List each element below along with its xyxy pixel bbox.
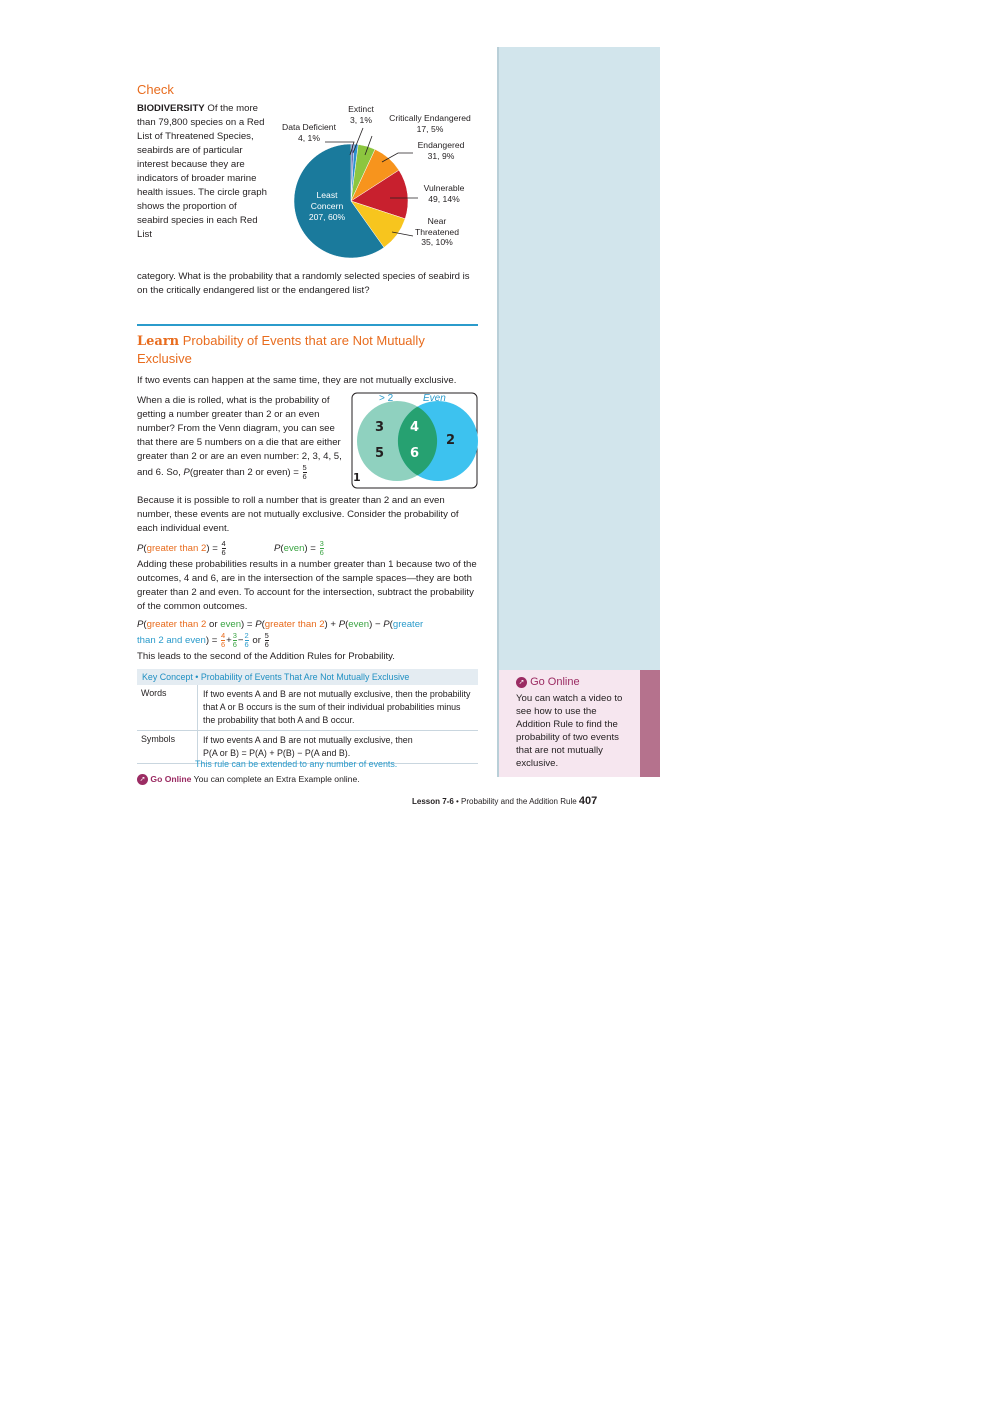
eq-frac3 [245, 632, 249, 649]
venn-diagram [351, 392, 478, 489]
learn-rule [137, 324, 478, 326]
intersection-paragraph: Adding these probabilities results in a number greater than 1 because two of the outcomes, 4 and 6, are in the intersection of the sample spaces—they are both greater than 2 and even. To account for the intersection, subtract the probability of the common outcomes. [137, 559, 477, 612]
p-symbol: P [137, 619, 144, 630]
learn-title-text: Probability of Events that are Not Mutually Exclusive [137, 333, 425, 366]
key-concept-words-text: If two events A and B are not mutually exclusive, then the probability that A or B occurs is the sum of their individual probabilities minus the probability that both A and B occur. [198, 685, 479, 731]
p-symbol: P [255, 619, 262, 630]
key-concept-symbols-label: Symbols [137, 731, 198, 764]
eq-frac3-den: 6 [244, 640, 249, 649]
pie-label-data-deficient [272, 122, 346, 143]
event-even: even [283, 543, 305, 555]
sidebar-go-online-heading[interactable] [516, 676, 580, 688]
prob-greater-than-2 [137, 540, 227, 557]
addition-equation-line1: P(greater than 2 or even) = P(greater than 2) + P(even) − P(greater [137, 619, 424, 630]
check-text-continued: category. What is the probability that a randomly selected species of seabird is on the critically endangered list or the endangered list? [137, 271, 470, 296]
pie-label-data-deficient-value: 4, 1% [298, 132, 320, 143]
check-text-body: Of the more than 79,800 species on a Red List of Threatened Species, seabirds are of particular interest because they are indicators of broader marine health issues. The circle graph shows the proportion of seabird species in each Red List [137, 103, 267, 240]
pie-label-vulnerable-value: 49, 14% [428, 193, 460, 204]
learn-keyword: Learn [137, 334, 180, 349]
p-symbol: P [274, 543, 281, 555]
go-online-text: You can complete an Extra Example online. [191, 774, 360, 784]
pie-label-vulnerable-name: Vulnerable [423, 183, 465, 193]
die-frac-den: 6 [302, 472, 307, 481]
key-concept-words-label: Words [137, 685, 198, 731]
frac-even-num: 3 [319, 539, 324, 548]
key-concept-symbols-text: If two events A and B are not mutually exclusive, then [203, 735, 413, 745]
venn-value-3: 3 [375, 420, 385, 435]
go-online-extra-example[interactable] [137, 774, 360, 785]
close-paren: ) = [304, 543, 319, 555]
sidebar-accent-bar [640, 670, 660, 777]
eq-op-plus: + [226, 635, 232, 647]
p-symbol: P [383, 619, 390, 630]
key-concept-note: This rule can be extended to any number of events. [195, 759, 398, 769]
key-concept-symbols-formula: P(A or B) = P(A) + P(B) − P(A and B). [203, 748, 351, 758]
pie-label-extinct-name: Extinct [348, 104, 374, 114]
pie-label-critically-endangered-name: Critically Endangered [389, 113, 471, 123]
check-text [137, 102, 267, 242]
eq-frac1 [221, 632, 225, 649]
venn-value-5: 5 [375, 446, 385, 461]
die-text: When a die is rolled, what is the probability of getting a number greater than 2 or an even number? From the Venn diagram, you can see that there are 5 numbers on a die that are either greater than 2 or are an even number: 2, 3, 4, 5, and 6. So, [137, 395, 342, 479]
frac-gt2-den: 6 [221, 548, 226, 557]
die-event: (greater than 2 or even) = [189, 467, 302, 479]
eq-frac2-num: 3 [232, 631, 237, 640]
frac-gt2 [222, 540, 226, 557]
venn-value-4: 4 [410, 420, 420, 435]
eq-frac2-den: 6 [232, 640, 237, 649]
eq-frac1-den: 6 [220, 640, 226, 649]
eq-frac1-num: 4 [220, 631, 226, 640]
pie-label-least-concern [299, 190, 355, 223]
pie-label-near-threatened-value: 35, 10% [421, 237, 453, 247]
footer-title: Probability and the Addition Rule [461, 797, 577, 806]
pie-label-critically-endangered-value: 17, 5% [416, 123, 444, 134]
sidebar-panel [497, 47, 660, 670]
footer-lesson: Lesson 7-6 [412, 797, 454, 806]
learn-heading [137, 332, 477, 367]
frac-even-den: 6 [319, 548, 324, 557]
not-exclusive-paragraph: Because it is possible to roll a number that is greater than 2 and an even number, these events are not mutually exclusive. Consider the probability of each individual event. [137, 495, 459, 534]
eq-even-2: even [348, 619, 370, 630]
eq-even: even [220, 619, 242, 630]
frac-even [320, 540, 324, 557]
die-fraction [303, 464, 307, 481]
p-symbol: P [338, 619, 346, 630]
check-heading: Check [137, 82, 174, 97]
eq-equals-2: ) = [205, 635, 220, 647]
key-concept-header-row [137, 669, 478, 685]
pie-label-least-concern-name2: Concern [310, 201, 344, 211]
key-concept-header: Key Concept • Probability of Events That Are Not Mutually Exclusive [137, 669, 478, 685]
eq-greater: greater [392, 619, 424, 630]
pie-label-vulnerable [414, 183, 474, 204]
eq-equals: ) = [241, 619, 256, 630]
close-paren: ) = [206, 543, 221, 555]
eq-than2even: than 2 and even [137, 635, 206, 647]
pie-label-near-threatened [407, 216, 467, 248]
venn-label-gt2: > 2 [379, 393, 394, 404]
frac-gt2-num: 4 [221, 539, 226, 548]
pie-label-endangered [410, 140, 472, 161]
check-lead: BIODIVERSITY [137, 103, 205, 114]
die-paragraph [137, 394, 342, 481]
pie-label-endangered-value: 31, 9% [427, 150, 455, 161]
eq-or: or [206, 619, 221, 630]
pie-label-least-concern-name: Least [316, 190, 338, 200]
addition-rules-lead: This leads to the second of the Addition Rules for Probability. [137, 651, 395, 662]
page-number: 407 [578, 795, 598, 807]
eq-frac2 [233, 632, 237, 649]
p-symbol: P [137, 543, 144, 555]
die-p: P [183, 467, 190, 479]
pie-label-near-threatened-name2: Threatened [415, 226, 459, 237]
go-online-label[interactable]: Go Online [150, 774, 192, 784]
eq-frac4-num: 5 [264, 631, 269, 640]
cursor-click-icon: ➚ [516, 677, 527, 688]
open-paren: ( [143, 543, 147, 555]
venn-value-2: 2 [446, 433, 456, 448]
key-concept-table [137, 669, 478, 764]
pie-label-least-concern-value: 207, 60% [308, 212, 346, 222]
learn-intro: If two events can happen at the same time, they are not mutually exclusive. [137, 375, 457, 386]
prob-even [274, 540, 325, 557]
pie-label-extinct-value: 3, 1% [350, 114, 372, 125]
eq-frac3-num: 2 [244, 631, 249, 640]
venn-label-even: Even [423, 393, 446, 404]
eq-or-word: or [252, 635, 261, 647]
sidebar-go-online-text: You can watch a video to see how to use the Addition Rule to find the probability of two events that are not mutually exclusive. [516, 693, 623, 769]
die-frac-num: 5 [302, 463, 307, 472]
pie-label-near-threatened-name: Near [427, 216, 447, 226]
footer-sep: • [453, 797, 462, 806]
eq-minus: ) − [369, 619, 384, 630]
eq-op-minus: − [237, 635, 244, 647]
sidebar-go-online-title[interactable]: Go Online [530, 676, 580, 688]
venn-value-6: 6 [410, 446, 420, 461]
eq-plus: ) + [324, 619, 339, 630]
open-paren: ( [280, 543, 284, 555]
cursor-click-icon: ➚ [137, 774, 148, 785]
eq-frac4-den: 6 [264, 640, 269, 649]
pie-label-critically-endangered [380, 113, 480, 134]
eq-gt2: greater than 2 [146, 619, 207, 630]
eq-gt2-2: greater than 2 [264, 619, 325, 630]
pie-label-data-deficient-name: Data Deficient [282, 122, 336, 132]
event-gt2: greater than 2 [146, 543, 207, 555]
sidebar-rule [497, 47, 499, 777]
page-footer [412, 795, 597, 807]
eq-frac4 [265, 632, 269, 649]
addition-equation-line2 [137, 632, 477, 649]
key-concept-words-row [137, 685, 478, 731]
pie-label-endangered-name: Endangered [417, 140, 465, 150]
venn-value-1: 1 [353, 471, 361, 484]
